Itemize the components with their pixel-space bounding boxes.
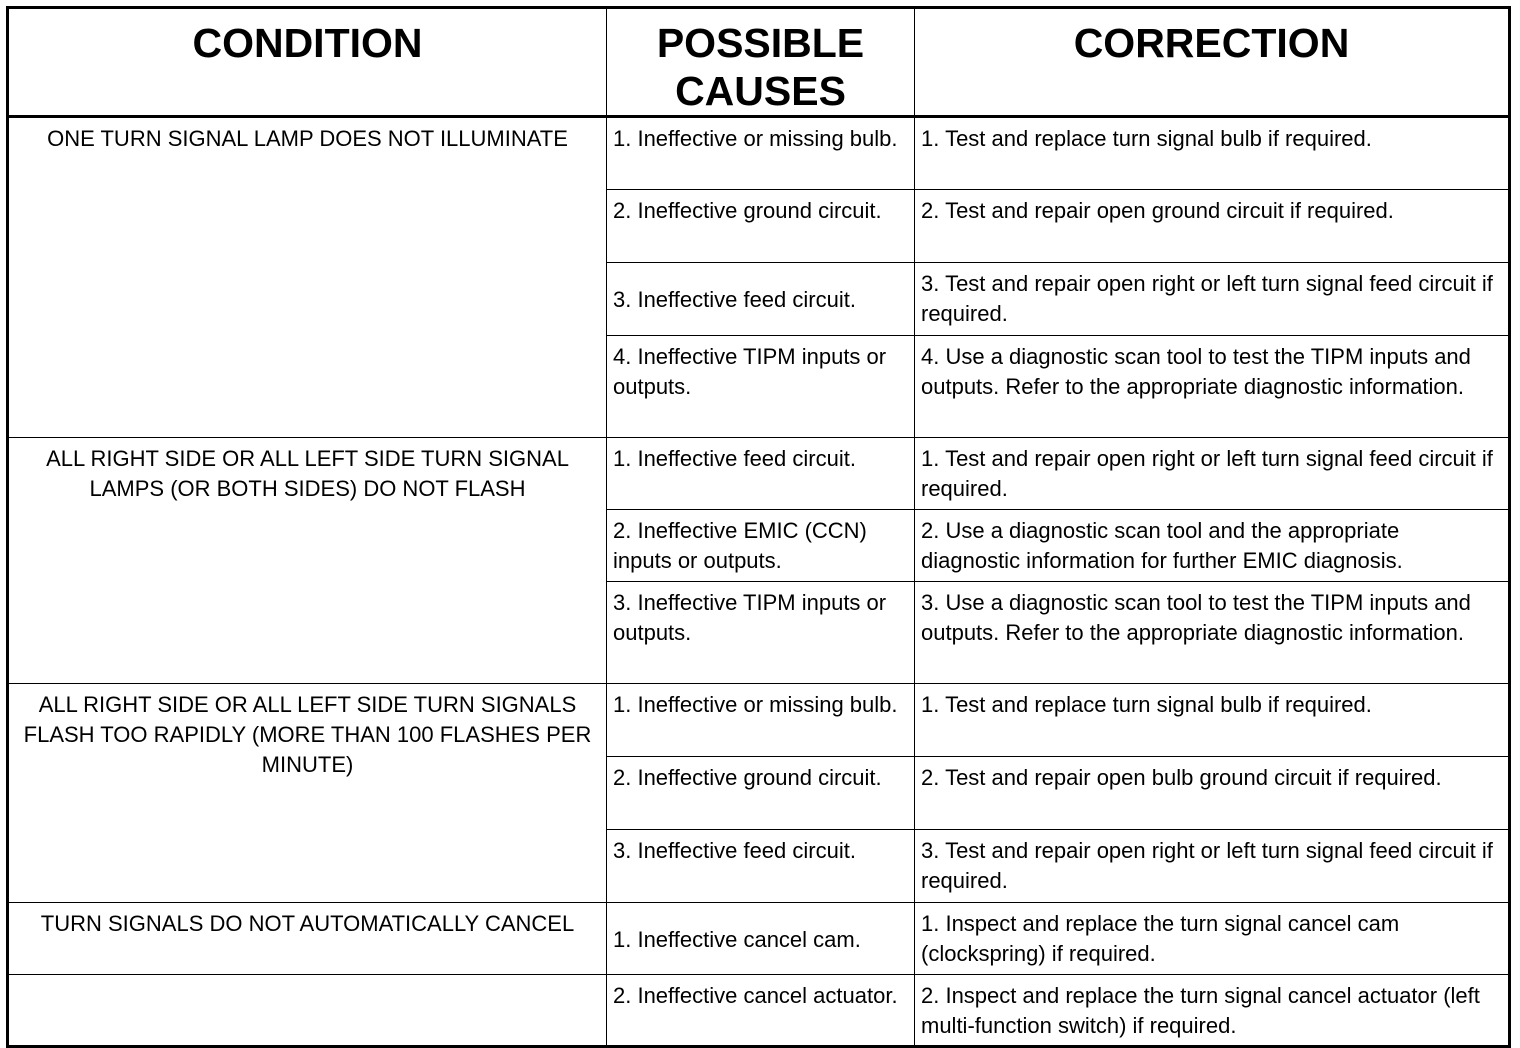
cause-cell: 3. Ineffective feed circuit. (607, 263, 915, 336)
table-row (8, 903, 1510, 975)
cause-cell: 1. Ineffective or missing bulb. (607, 117, 915, 190)
cause-cell: 1. Ineffective cancel cam. (607, 903, 915, 975)
condition-cell (8, 975, 607, 1047)
table-row (8, 684, 1510, 757)
cause-cell: 1. Ineffective feed circuit. (607, 438, 915, 510)
cause-cell: 1. Ineffective or missing bulb. (607, 684, 915, 757)
cause-cell: 3. Ineffective feed circuit. (607, 830, 915, 903)
cause-cell: 2. Ineffective EMIC (CCN) inputs or outputs. (607, 510, 915, 582)
cause-cell: 2. Ineffective ground circuit. (607, 190, 915, 263)
condition-cell: ONE TURN SIGNAL LAMP DOES NOT ILLUMINATE (8, 117, 607, 438)
correction-cell: 2. Test and repair open ground circuit if required. (915, 190, 1510, 263)
correction-cell: 1. Test and repair open right or left turn signal feed circuit if required. (915, 438, 1510, 510)
table-row (8, 117, 1510, 190)
correction-cell: 2. Use a diagnostic scan tool and the appropriate diagnostic information for further EMIC diagnosis. (915, 510, 1510, 582)
table-row (8, 438, 1510, 510)
correction-cell: 1. Test and replace turn signal bulb if required. (915, 684, 1510, 757)
header-row (8, 8, 1510, 117)
correction-cell: 1. Inspect and replace the turn signal cancel cam (clockspring) if required. (915, 903, 1510, 975)
header-condition: CONDITION (8, 8, 607, 117)
correction-cell: 3. Test and repair open right or left turn signal feed circuit if required. (915, 263, 1510, 336)
diagnosis-table (6, 6, 1511, 1048)
cause-cell: 2. Ineffective cancel actuator. (607, 975, 915, 1047)
condition-cell: TURN SIGNALS DO NOT AUTOMATICALLY CANCEL (8, 903, 607, 975)
correction-cell: 2. Inspect and replace the turn signal cancel actuator (left multi-function switch) if required. (915, 975, 1510, 1047)
correction-cell: 3. Test and repair open right or left turn signal feed circuit if required. (915, 830, 1510, 903)
condition-cell: ALL RIGHT SIDE OR ALL LEFT SIDE TURN SIGNAL LAMPS (OR BOTH SIDES) DO NOT FLASH (8, 438, 607, 684)
correction-cell: 4. Use a diagnostic scan tool to test the TIPM inputs and outputs. Refer to the appropriate diagnostic information. (915, 336, 1510, 438)
condition-cell: ALL RIGHT SIDE OR ALL LEFT SIDE TURN SIGNALS FLASH TOO RAPIDLY (MORE THAN 100 FLASHES PER MINUTE) (8, 684, 607, 903)
table-row (8, 975, 1510, 1047)
correction-cell: 3. Use a diagnostic scan tool to test the TIPM inputs and outputs. Refer to the appropriate diagnostic information. (915, 582, 1510, 684)
cause-cell: 2. Ineffective ground circuit. (607, 757, 915, 830)
header-correction: CORRECTION (915, 8, 1510, 117)
cause-cell: 3. Ineffective TIPM inputs or outputs. (607, 582, 915, 684)
cause-cell: 4. Ineffective TIPM inputs or outputs. (607, 336, 915, 438)
correction-cell: 2. Test and repair open bulb ground circuit if required. (915, 757, 1510, 830)
correction-cell: 1. Test and replace turn signal bulb if required. (915, 117, 1510, 190)
header-possible-causes: POSSIBLE CAUSES (607, 8, 915, 117)
